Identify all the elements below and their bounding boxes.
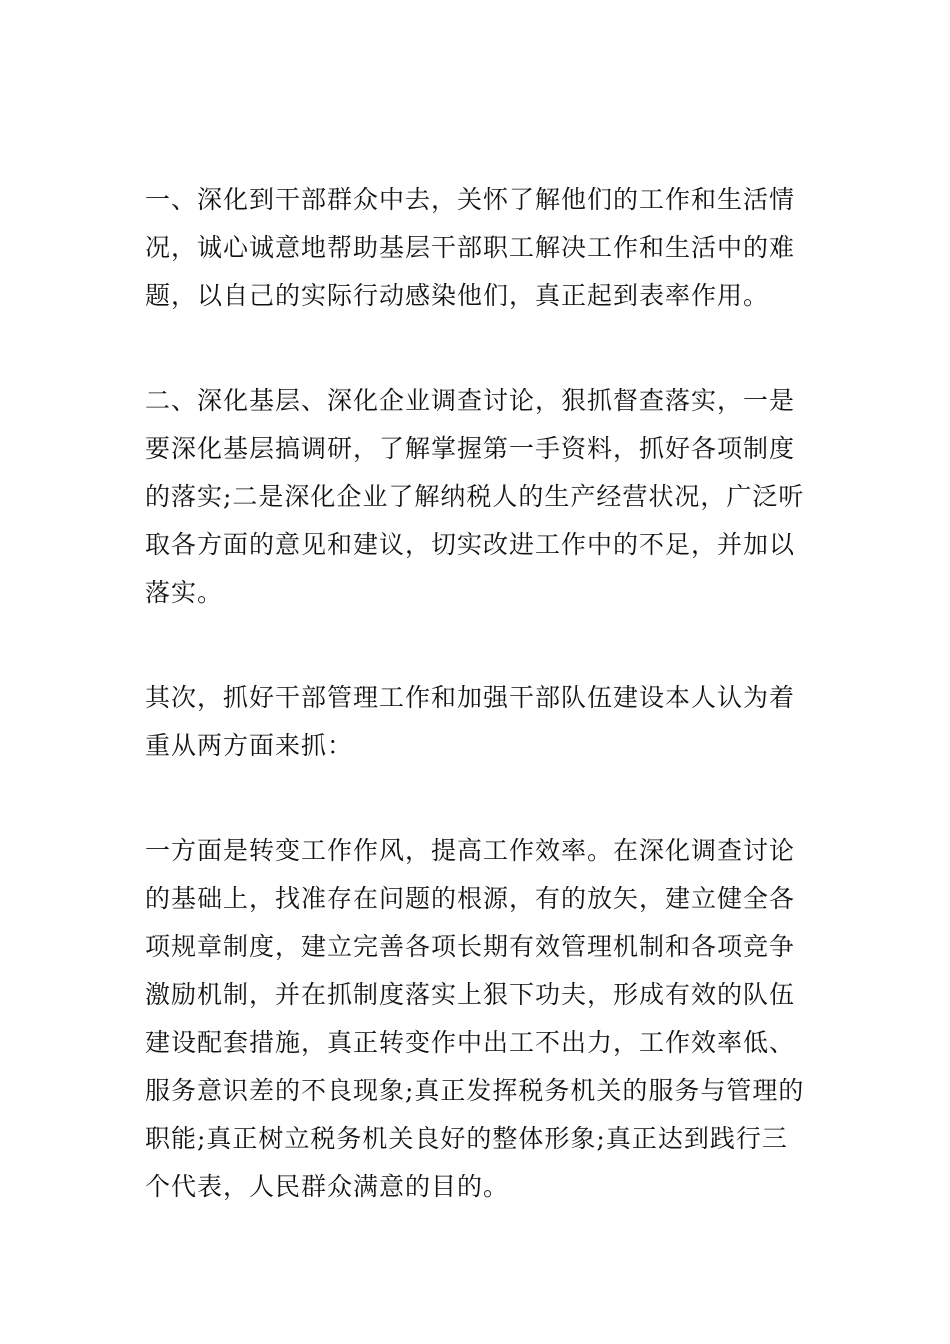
paragraph-4: 一方面是转变工作作风，提高工作效率。在深化调查讨论的基础上，找准存在问题的根源，有的放矢，建立健全各项规章制度，建立完善各项长期有效管理机制和各项竞争激励机制，并在抓制度落实上狠下功夫，形成有效的队伍建设配套措施，真正转变作中出工不出力，工作效率低、服务意识差的不良现象;真正发挥税务机关的服务与管理的职能;真正树立税务机关良好的整体形象;真正达到践行三个代表，人民群众满意的目的。 xyxy=(145,836,805,1201)
paragraph-2: 二、深化基层、深化企业调查讨论，狠抓督查落实，一是要深化基层搞调研，了解掌握第一手资料，抓好各项制度的落实;二是深化企业了解纳税人的生产经营状况，广泛听取各方面的意见和建议，切实改进工作中的不足，并加以落实。 xyxy=(145,386,805,607)
paragraph-1: 一、深化到干部群众中去，关怀了解他们的工作和生活情况，诚心诚意地帮助基层干部职工解决工作和生活中的难题，以自己的实际行动感染他们，真正起到表率作用。 xyxy=(145,185,796,310)
paragraph-3: 其次，抓好干部管理工作和加强干部队伍建设本人认为着重从两方面来抓： xyxy=(145,683,796,760)
document-body xyxy=(145,176,811,1211)
